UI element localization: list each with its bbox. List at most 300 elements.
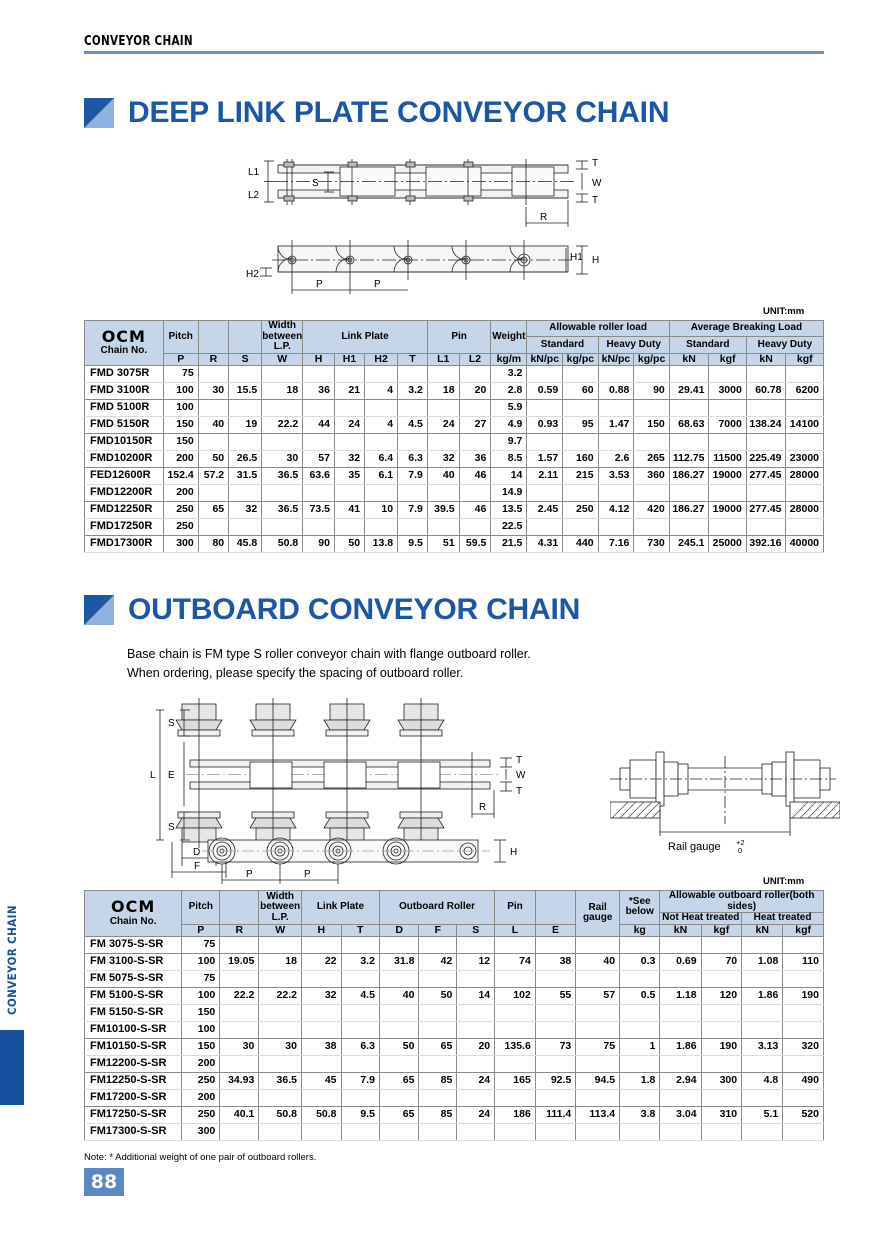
cell-s_kgpc: 60 [563,382,598,399]
cell-W: 50.8 [259,1106,302,1123]
cell-h_kgpc: 360 [634,467,669,484]
cell-W [262,484,303,501]
dim-label-L2: L2 [248,190,260,201]
cell-s_kNpc: 2.45 [527,501,563,518]
dim-label-W: W [592,178,602,189]
cell-R [220,970,259,987]
cell-P: 150 [182,1004,220,1021]
col2-group-width-between-lp [259,891,302,925]
cell-T [341,1004,379,1021]
chain-no-cell: FMD 5100R [85,399,164,416]
cell-b_h_kN [746,365,786,382]
side-tab-block [0,1030,24,1105]
dim-label-T-top2: T [516,755,523,766]
subcol2-not-heat-treated: Not Heat treated [660,913,742,925]
cell-F [419,1004,457,1021]
cell-E [535,970,575,987]
cell-D [379,1055,419,1072]
cell-H: 45 [301,1072,341,1089]
cell-T: 9.5 [341,1106,379,1123]
running-head [84,33,824,54]
cell-R [220,1089,259,1106]
cell-L: 165 [495,1072,536,1089]
side-tab-label: CONVEYOR CHAIN [5,905,19,1015]
table-row [85,1038,824,1055]
cell-W: 36.5 [259,1072,302,1089]
cell-H1: 24 [334,416,364,433]
cell-P: 200 [182,1089,220,1106]
cell-h_kNpc: 0.88 [598,382,634,399]
chain-no-cell: FMD 3075R [85,365,164,382]
sym2-ht-kgf: kgf [783,924,824,936]
cell-rail: 75 [576,1038,620,1055]
cell-n_kgf [701,1004,742,1021]
cell-H [303,518,335,535]
chain-no-cell: FMD 3100R [85,382,164,399]
cell-T: 4.5 [398,416,428,433]
cell-b_h_kN: 60.78 [746,382,786,399]
table2-logo-cell [85,891,182,937]
cell-h_kgf [783,936,824,953]
cell-W [262,399,303,416]
cell-kgm: 8.5 [491,450,527,467]
cell-L [495,1021,536,1038]
cell-F [419,1123,457,1140]
cell-kg: 0.5 [620,987,660,1004]
table-row [85,1106,824,1123]
cell-h_kN [742,1021,783,1038]
unit-label-table1: UNIT:mm [763,306,805,317]
cell-h_kgf [783,970,824,987]
table-row [85,1089,824,1106]
chain-no-cell: FMD10200R [85,450,164,467]
cell-h_kgpc: 265 [634,450,669,467]
cell-T: 6.3 [398,450,428,467]
cell-kgm: 5.9 [491,399,527,416]
cell-n_kN [660,1004,701,1021]
cell-b_h_kN: 225.49 [746,450,786,467]
cell-b_s_kN: 112.75 [669,450,709,467]
dim-label-H-2: H [510,847,518,858]
cell-W [262,365,303,382]
cell-L1: 51 [427,535,459,552]
cell-L1: 39.5 [427,501,459,518]
table1-logo-cell [85,321,164,366]
cell-n_kgf: 190 [701,1038,742,1055]
cell-D [379,1123,419,1140]
cell-S: 31.5 [229,467,262,484]
cell-S [457,1089,495,1106]
chain-no-cell: FMD 5150R [85,416,164,433]
cell-H2 [365,484,398,501]
cell-h_kNpc [598,484,634,501]
cell-b_s_kgf: 3000 [709,382,746,399]
table-row [85,365,824,382]
cell-W [259,1021,302,1038]
sym2-H: H [301,924,341,936]
cell-P: 250 [163,518,198,535]
cell-rail: 113.4 [576,1106,620,1123]
cell-P: 250 [182,1106,220,1123]
sym2-E: E [535,924,575,936]
table-row [85,987,824,1004]
sym2-P: P [182,924,220,936]
dim-label-E: E [168,770,175,781]
chain-no-cell: FMD10150R [85,433,164,450]
cell-h_kN: 4.8 [742,1072,783,1089]
cell-n_kgf [701,1021,742,1038]
cell-s_kgpc [563,484,598,501]
chain-no-cell: FED12600R [85,467,164,484]
table-row [85,518,824,535]
cell-P: 200 [163,484,198,501]
cell-H [301,1123,341,1140]
cell-T: 7.9 [398,467,428,484]
cell-rail [576,1089,620,1106]
table-row [85,1021,824,1038]
cell-b_h_kN: 392.16 [746,535,786,552]
cell-n_kN [660,970,701,987]
cell-T: 6.3 [341,1038,379,1055]
cell-L2: 46 [459,501,491,518]
cell-D: 65 [379,1072,419,1089]
cell-H: 73.5 [303,501,335,518]
chain-no-cell: FM 3100-S-SR [85,953,182,970]
cell-F [419,970,457,987]
cell-T [398,518,428,535]
cell-D: 65 [379,1106,419,1123]
cell-h_kgpc: 150 [634,416,669,433]
cell-kg: 3.8 [620,1106,660,1123]
cell-H [301,970,341,987]
cell-S: 32 [229,501,262,518]
cell-P: 150 [163,433,198,450]
cell-L [495,1055,536,1072]
chain-no-cell: FM17300-S-SR [85,1123,182,1140]
cell-P: 100 [182,987,220,1004]
cell-L [495,1123,536,1140]
running-head-rule [84,51,824,54]
cell-h_kNpc: 2.6 [598,450,634,467]
cell-W: 30 [259,1038,302,1055]
cell-h_kgf: 190 [783,987,824,1004]
cell-b_s_kgf [709,365,746,382]
cell-b_h_kgf [786,433,824,450]
sym-W: W [262,353,303,365]
cell-W [262,518,303,535]
sym2-T: T [341,924,379,936]
cell-rail [576,1004,620,1021]
cell-b_h_kN: 138.24 [746,416,786,433]
cell-S: 12 [457,953,495,970]
cell-L [495,1089,536,1106]
cell-H1: 35 [334,467,364,484]
subcol-arl-heavy-duty: Heavy Duty [598,337,669,353]
cell-n_kgf: 310 [701,1106,742,1123]
cell-s_kNpc: 2.11 [527,467,563,484]
wblp-line3: L.P. [273,341,291,352]
cell-s_kNpc: 1.57 [527,450,563,467]
cell-kgm: 14.9 [491,484,527,501]
cell-S: 24 [457,1106,495,1123]
cell-h_kgf [783,1089,824,1106]
cell-H2: 13.8 [365,535,398,552]
cell-P: 300 [163,535,198,552]
outboard-intro [127,645,531,683]
cell-b_s_kN [669,484,709,501]
cell-H2: 6.4 [365,450,398,467]
cell-L1 [427,433,459,450]
cell-D [379,1021,419,1038]
cell-T [341,1123,379,1140]
cell-W: 18 [259,953,302,970]
cell-rail [576,1123,620,1140]
cell-h_kgf: 110 [783,953,824,970]
sym-hd-kNpc: kN/pc [598,353,634,365]
col2-group-r [220,891,259,925]
col2-group-allowable-outboard-roller: Allowable outboard roller(both sides) [660,891,824,913]
cell-H1: 32 [334,450,364,467]
cell-P: 100 [182,953,220,970]
cell-rail [576,1055,620,1072]
cell-S: 15.5 [229,382,262,399]
cell-L: 186 [495,1106,536,1123]
sym-R: R [198,353,228,365]
cell-L [495,936,536,953]
dim-label-L: L [150,770,156,781]
cell-T [398,399,428,416]
cell-R: 22.2 [220,987,259,1004]
cell-T [341,970,379,987]
cell-H [301,1055,341,1072]
sym-S: S [229,353,262,365]
col-group-width-between-lp [262,321,303,354]
cell-D [379,1004,419,1021]
table-row [85,501,824,518]
cell-h_kN [742,1004,783,1021]
cell-h_kgf: 320 [783,1038,824,1055]
section-title: DEEP LINK PLATE CONVEYOR CHAIN [128,96,670,129]
col2-group-pin: Pin [495,891,536,925]
cell-kg [620,936,660,953]
cell-b_h_kN: 277.45 [746,467,786,484]
sym-abl-std-kgf: kgf [709,353,746,365]
ocm-logo-sub-2: Chain No. [109,915,157,927]
table-row [85,484,824,501]
cell-L2: 46 [459,467,491,484]
cell-kg [620,970,660,987]
cell-T: 3.2 [398,382,428,399]
table-row [85,450,824,467]
cell-kg [620,1021,660,1038]
col-group-r [198,321,228,354]
cell-kg [620,1004,660,1021]
cell-b_s_kN [669,365,709,382]
cell-s_kgpc: 215 [563,467,598,484]
rail-gauge-label: Rail gauge [668,841,721,853]
cell-h_kNpc: 3.53 [598,467,634,484]
cell-L2 [459,518,491,535]
cell-h_kNpc [598,399,634,416]
cell-R [198,365,228,382]
cell-E [535,1021,575,1038]
section-heading-outboard [84,595,580,625]
table-row [85,970,824,987]
cell-kgm: 13.5 [491,501,527,518]
cell-H [303,433,335,450]
table-row [85,382,824,399]
cell-h_kgpc [634,399,669,416]
cell-n_kgf [701,936,742,953]
cell-W [259,936,302,953]
cell-H2 [365,518,398,535]
cell-H: 50.8 [301,1106,341,1123]
cell-R [198,484,228,501]
dim-label-D: D [193,847,201,858]
col2-group-pitch: Pitch [182,891,220,925]
cell-E [535,936,575,953]
cell-b_s_kN: 186.27 [669,467,709,484]
cell-rail: 40 [576,953,620,970]
chain-no-cell: FM 5150-S-SR [85,1004,182,1021]
chain-no-cell: FM 5075-S-SR [85,970,182,987]
cell-kgm: 9.7 [491,433,527,450]
cell-h_kN: 1.86 [742,987,783,1004]
cell-b_s_kgf: 19000 [709,467,746,484]
col2-group-see-below: *See below [620,891,660,925]
cell-h_kNpc: 4.12 [598,501,634,518]
cell-H1 [334,518,364,535]
cell-H2: 10 [365,501,398,518]
sym-std-kgpc: kg/pc [563,353,598,365]
col-group-pin: Pin [427,321,490,354]
cell-b_h_kgf [786,399,824,416]
chain-no-cell: FM17250-S-SR [85,1106,182,1123]
cell-R: 80 [198,535,228,552]
cell-P: 75 [163,365,198,382]
cell-h_kN [742,936,783,953]
cell-W [259,1004,302,1021]
outboard-chain-spec-table [84,890,824,1141]
cell-L1: 32 [427,450,459,467]
cell-kgm: 22.5 [491,518,527,535]
cell-b_h_kgf: 28000 [786,467,824,484]
cell-H: 36 [303,382,335,399]
chain-no-cell: FM 5100-S-SR [85,987,182,1004]
dim-label-T-bottom2: T [516,786,523,797]
wblp-line2: between [262,330,303,342]
cell-T: 3.2 [341,953,379,970]
dim-label-W2: W [516,770,526,781]
cell-L2: 20 [459,382,491,399]
cell-H: 90 [303,535,335,552]
dim-label-P-3: P [246,869,253,880]
sym-kgm: kg/m [491,353,527,365]
cell-h_kgf: 520 [783,1106,824,1123]
col-group-allowable-roller-load: Allowable roller load [527,321,669,337]
cell-b_s_kN [669,518,709,535]
cell-H1: 41 [334,501,364,518]
cell-L2: 59.5 [459,535,491,552]
cell-R: 30 [220,1038,259,1055]
cell-T [398,365,428,382]
cell-L2 [459,433,491,450]
cell-b_h_kN [746,433,786,450]
cell-W: 18 [262,382,303,399]
cell-S [229,518,262,535]
cell-L1 [427,399,459,416]
cell-R: 57.2 [198,467,228,484]
cell-h_kgf [783,1055,824,1072]
cell-P: 100 [163,382,198,399]
cell-h_kgpc: 90 [634,382,669,399]
cell-s_kNpc [527,484,563,501]
cell-h_kN: 3.13 [742,1038,783,1055]
cell-D: 31.8 [379,953,419,970]
table-row [85,399,824,416]
cell-h_kgpc: 420 [634,501,669,518]
cell-b_s_kgf: 25000 [709,535,746,552]
cell-H [303,365,335,382]
ocm-logo: OCM [101,326,146,346]
cell-F: 85 [419,1106,457,1123]
cell-b_h_kgf: 14100 [786,416,824,433]
cell-n_kgf: 70 [701,953,742,970]
cell-s_kgpc: 95 [563,416,598,433]
sym2-W: W [259,924,302,936]
cell-L [495,1004,536,1021]
cell-L2 [459,365,491,382]
cell-R [220,1055,259,1072]
subcol-arl-standard: Standard [527,337,598,353]
section-title-2: OUTBOARD CONVEYOR CHAIN [128,593,581,626]
cell-H2 [365,365,398,382]
cell-h_kgpc [634,518,669,535]
cell-H [301,1004,341,1021]
cell-s_kNpc [527,518,563,535]
cell-s_kgpc [563,399,598,416]
cell-rail: 57 [576,987,620,1004]
cell-s_kgpc: 440 [563,535,598,552]
cell-W: 36.5 [262,467,303,484]
table-row [85,535,824,552]
sym2-R: R [220,924,259,936]
sym-abl-hd-kgf: kgf [786,353,824,365]
cell-b_s_kgf: 11500 [709,450,746,467]
rail-gauge-tol-top: +2 [736,838,745,847]
table2-body [85,936,824,1140]
cell-R: 65 [198,501,228,518]
cell-T [341,1021,379,1038]
cell-W: 50.8 [262,535,303,552]
cell-b_s_kN: 245.1 [669,535,709,552]
cell-n_kN: 1.86 [660,1038,701,1055]
subcol-abl-standard: Standard [669,337,746,353]
cell-n_kgf [701,1123,742,1140]
sym2-L: L [495,924,536,936]
cell-h_kgpc [634,484,669,501]
chain-no-cell: FMD17250R [85,518,164,535]
cell-rail [576,936,620,953]
cell-b_h_kgf [786,484,824,501]
cell-H: 57 [303,450,335,467]
cell-b_s_kN: 29.41 [669,382,709,399]
cell-S [457,1123,495,1140]
cell-R [220,936,259,953]
chain-no-cell: FM12250-S-SR [85,1072,182,1089]
cell-T [341,1055,379,1072]
cell-b_s_kgf: 7000 [709,416,746,433]
